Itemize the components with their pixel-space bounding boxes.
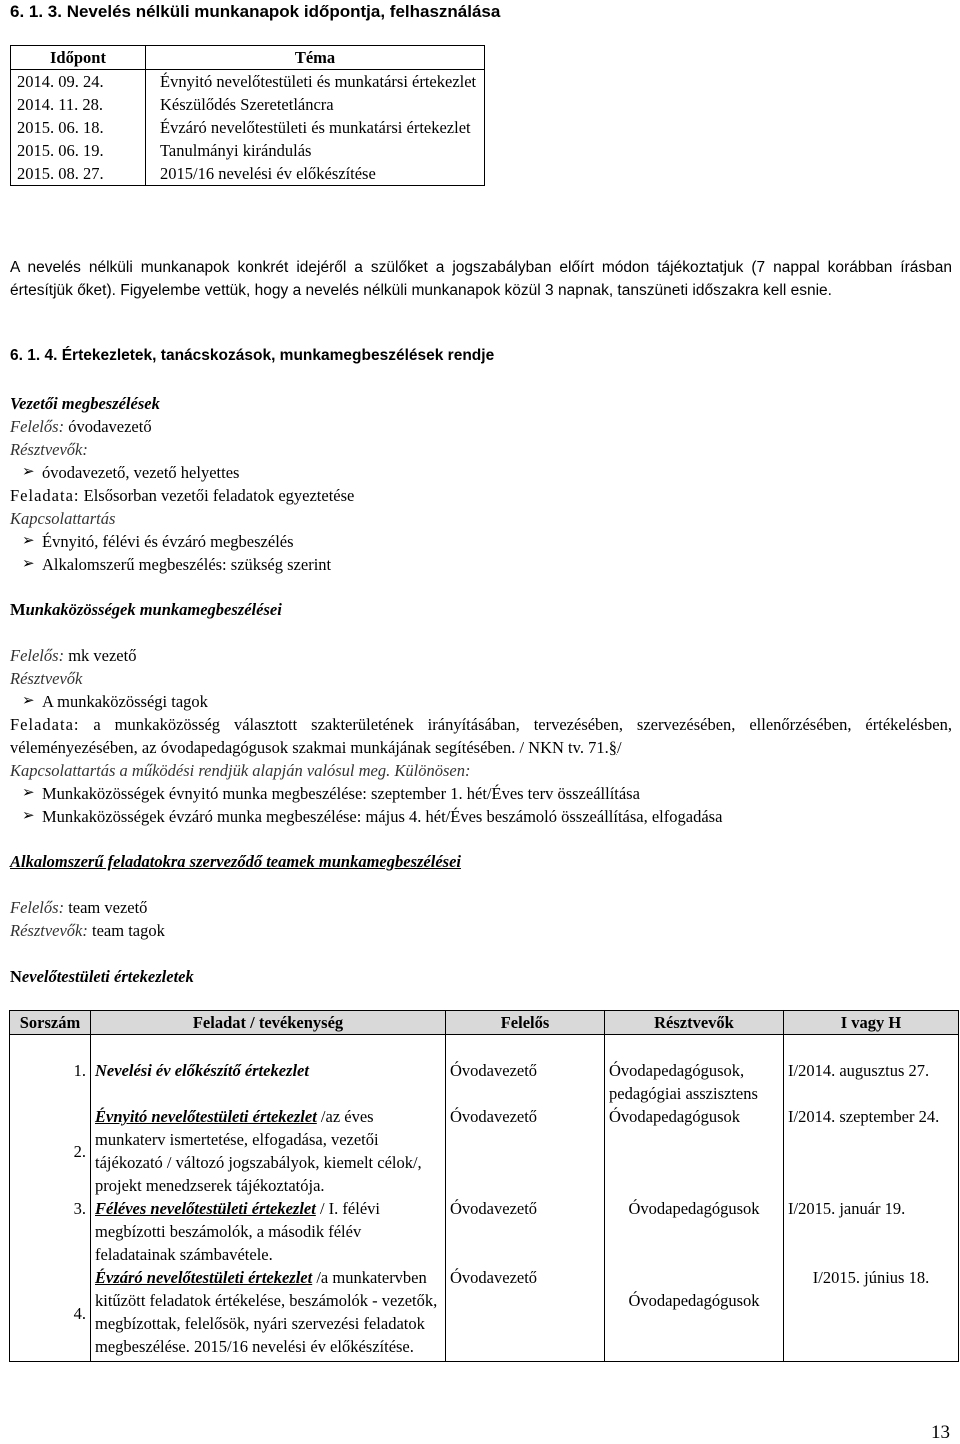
table-row	[11, 93, 485, 116]
label-participants: Résztvevők	[10, 669, 83, 688]
task-title: Nevelési év előkészítő értekezlet	[95, 1061, 309, 1080]
contact-text: Kapcsolattartás a működési rendjük alapján valósul meg. Különösen:	[10, 761, 471, 780]
table-row	[11, 70, 485, 94]
cell-when: I/2015. január 19.	[784, 1197, 959, 1266]
list-item	[10, 690, 952, 713]
cell-topic: Készülődés Szeretetláncra	[146, 93, 485, 116]
arrow-bullet-icon: ➢	[22, 785, 35, 801]
header-when: I vagy H	[784, 1011, 959, 1035]
staff-meetings-title	[10, 965, 194, 988]
table-row	[11, 162, 485, 186]
cell-task	[91, 1105, 446, 1197]
cell-responsible: Óvodavezető	[446, 1035, 605, 1106]
table-row	[10, 1105, 959, 1197]
value-responsible: mk vezető	[64, 646, 137, 665]
workgroups-title	[10, 598, 950, 621]
label-contact: Kapcsolattartás	[10, 509, 116, 528]
info-text-a: A nevelés nélküli munkanapok konkrét idejéről a szülőket a jogszabályban előírt módon tájékoztatjuk (7 nappal korábban írásban értesítjük őket).	[10, 259, 952, 299]
label-task: Feladata:	[10, 715, 80, 734]
table-header-row	[10, 1011, 959, 1035]
label-participants: Résztvevők:	[10, 921, 88, 940]
cell-participants: Óvodapedagógusok, pedagógiai asszisztens	[605, 1035, 784, 1106]
task-rest: /a munkatervben kitűzött feladatok értékelése, beszámolók - vezetők, megbízottak, felelősök, nyári szervezési feladatok megbeszélése. 2015/16 nevelési év előkészítése.	[95, 1268, 438, 1356]
list-item	[10, 530, 950, 553]
cell-responsible: Óvodavezető	[446, 1266, 605, 1362]
arrow-bullet-icon: ➢	[22, 464, 35, 480]
title-first-letter: M	[10, 600, 26, 619]
header-task: Feladat / tevékenység	[91, 1011, 446, 1035]
leaders-block	[10, 392, 950, 576]
label-responsible: Felelős:	[10, 417, 65, 436]
item-text: Alkalomszerű megbeszélés: szükség szerint	[42, 555, 332, 574]
meetings-table	[9, 1010, 959, 1362]
value-participants: team tagok	[87, 921, 165, 940]
list-item	[10, 782, 952, 805]
value-task-end: /	[616, 738, 622, 757]
label-responsible: Felelős:	[10, 898, 65, 917]
info-text-b: Figyelembe vettük, hogy a nevelés nélküli munkanapok közül 3 napnak, tanszüneti időszakra kell esnie.	[115, 282, 832, 299]
task-title: Évzáró nevelőtestületi értekezlet	[95, 1268, 313, 1287]
arrow-bullet-icon: ➢	[22, 693, 35, 709]
table-header-row	[11, 46, 485, 70]
cell-when: I/2015. június 18.	[784, 1266, 959, 1362]
table-row	[10, 1266, 959, 1362]
header-number: Sorszám	[10, 1011, 91, 1035]
adhoc-responsible	[10, 896, 165, 919]
cell-date: 2014. 11. 28.	[17, 95, 104, 114]
arrow-bullet-icon: ➢	[22, 556, 35, 572]
cell-topic: Tanulmányi kirándulás	[146, 139, 485, 162]
item-text: Munkaközösségek évzáró munka megbeszélése: május 4. hét/Éves beszámoló összeállítása, elfogadása	[42, 807, 723, 826]
cell-task	[91, 1266, 446, 1362]
title-first-letter: N	[10, 967, 22, 986]
task-rest: /az éves munkaterv ismertetése, elfogadása, vezetői tájékozató / változó jogszabályok, kiemelt célok/, projekt menedzserek tájékoztatója.	[95, 1107, 422, 1195]
leaders-task	[10, 484, 950, 507]
table-row	[11, 116, 485, 139]
item-text: Munkaközösségek évnyitó munka megbeszélése: szeptember 1. hét/Éves terv összeállítása	[42, 784, 640, 803]
table-row	[10, 1035, 959, 1106]
table-row	[11, 139, 485, 162]
section-heading-1: 6. 1. 3. Nevelés nélküli munkanapok időpontja, felhasználása	[10, 2, 501, 21]
task-title: Féléves nevelőtestületi értekezlet	[95, 1199, 316, 1218]
table-row	[10, 1197, 959, 1266]
section-heading-2: 6. 1. 4. Értekezletek, tanácskozások, munkamegbeszélések rendje	[10, 347, 495, 364]
cell-responsible: Óvodavezető	[446, 1197, 605, 1266]
leaders-title: Vezetői megbeszélések	[10, 394, 160, 413]
item-text: óvodavezető, vezető helyettes	[42, 463, 240, 482]
cell-participants: Óvodapedagógusok	[605, 1105, 784, 1197]
cell-participants: Óvodapedagógusok	[605, 1197, 784, 1266]
value-responsible: óvodavezető	[64, 417, 152, 436]
arrow-bullet-icon: ➢	[22, 808, 35, 824]
cell-date: 2015. 06. 18.	[17, 118, 104, 137]
adhoc-teams-title: Alkalomszerű feladatokra szerveződő teamek munkamegbeszélései	[10, 852, 461, 871]
item-text: Évnyitó, félévi és évzáró megbeszélés	[42, 532, 294, 551]
task-rest: / I. félévi megbízotti beszámolók, a második félév feladatainak számbavétele.	[95, 1199, 380, 1264]
leaders-responsible	[10, 415, 950, 438]
value-task: Elsősorban vezetői feladatok egyeztetése	[79, 486, 355, 505]
cell-topic: Évnyitó nevelőtestületi és munkatársi értekezlet	[146, 70, 485, 94]
cell-when: I/2014. augusztus 27.	[784, 1035, 959, 1106]
value-responsible: team vezető	[64, 898, 148, 917]
cell-topic: 2015/16 nevelési év előkészítése	[146, 162, 485, 186]
workgroups-responsible	[10, 644, 952, 667]
cell-number: 3.	[10, 1197, 91, 1266]
task-title: Évnyitó nevelőtestületi értekezlet	[95, 1107, 317, 1126]
cell-date: 2015. 08. 27.	[17, 164, 104, 183]
list-item	[10, 461, 950, 484]
header-topic: Téma	[146, 46, 485, 70]
item-text: A munkaközösségi tagok	[42, 692, 208, 711]
title-rest: evelőtestületi értekezletek	[21, 967, 194, 986]
header-responsible: Felelős	[446, 1011, 605, 1035]
header-participants: Résztvevők	[605, 1011, 784, 1035]
title-rest: unkaközösségek munkamegbeszélései	[25, 600, 282, 619]
page-number: 13	[931, 1422, 950, 1443]
cell-when: I/2014. szeptember 24.	[784, 1105, 959, 1197]
cell-number: 2.	[10, 1105, 91, 1197]
value-task-section: §	[608, 738, 617, 757]
cell-responsible: Óvodavezető	[446, 1105, 605, 1197]
list-item	[10, 805, 952, 828]
cell-task	[91, 1035, 446, 1106]
cell-number: 1.	[10, 1035, 91, 1106]
cell-task	[91, 1197, 446, 1266]
label-responsible: Felelős:	[10, 646, 65, 665]
workgroups-task	[10, 713, 952, 759]
cell-date: 2014. 09. 24.	[17, 72, 104, 91]
label-task: Feladata:	[10, 486, 80, 505]
cell-participants: Óvodapedagógusok	[605, 1266, 784, 1362]
cell-date: 2015. 06. 19.	[17, 141, 104, 160]
header-date: Időpont	[11, 46, 146, 70]
arrow-bullet-icon: ➢	[22, 533, 35, 549]
cell-topic: Évzáró nevelőtestületi és munkatársi értekezlet	[146, 116, 485, 139]
info-paragraph	[10, 256, 952, 302]
adhoc-participants	[10, 919, 165, 942]
list-item	[10, 553, 950, 576]
value-task: a munkaközösség választott szakterületének irányításában, tervezésében, szervezésében, ellenőrzésében, értékelésben, véleményezésében, az óvodapedagógusok szakmai munkájának segítésében. / NKN tv. 71.	[10, 715, 952, 757]
schedule-table	[10, 45, 485, 186]
adhoc-teams-block	[10, 896, 165, 942]
workgroups-block	[10, 644, 952, 828]
label-participants: Résztvevők:	[10, 440, 88, 459]
cell-number: 4.	[10, 1266, 91, 1362]
